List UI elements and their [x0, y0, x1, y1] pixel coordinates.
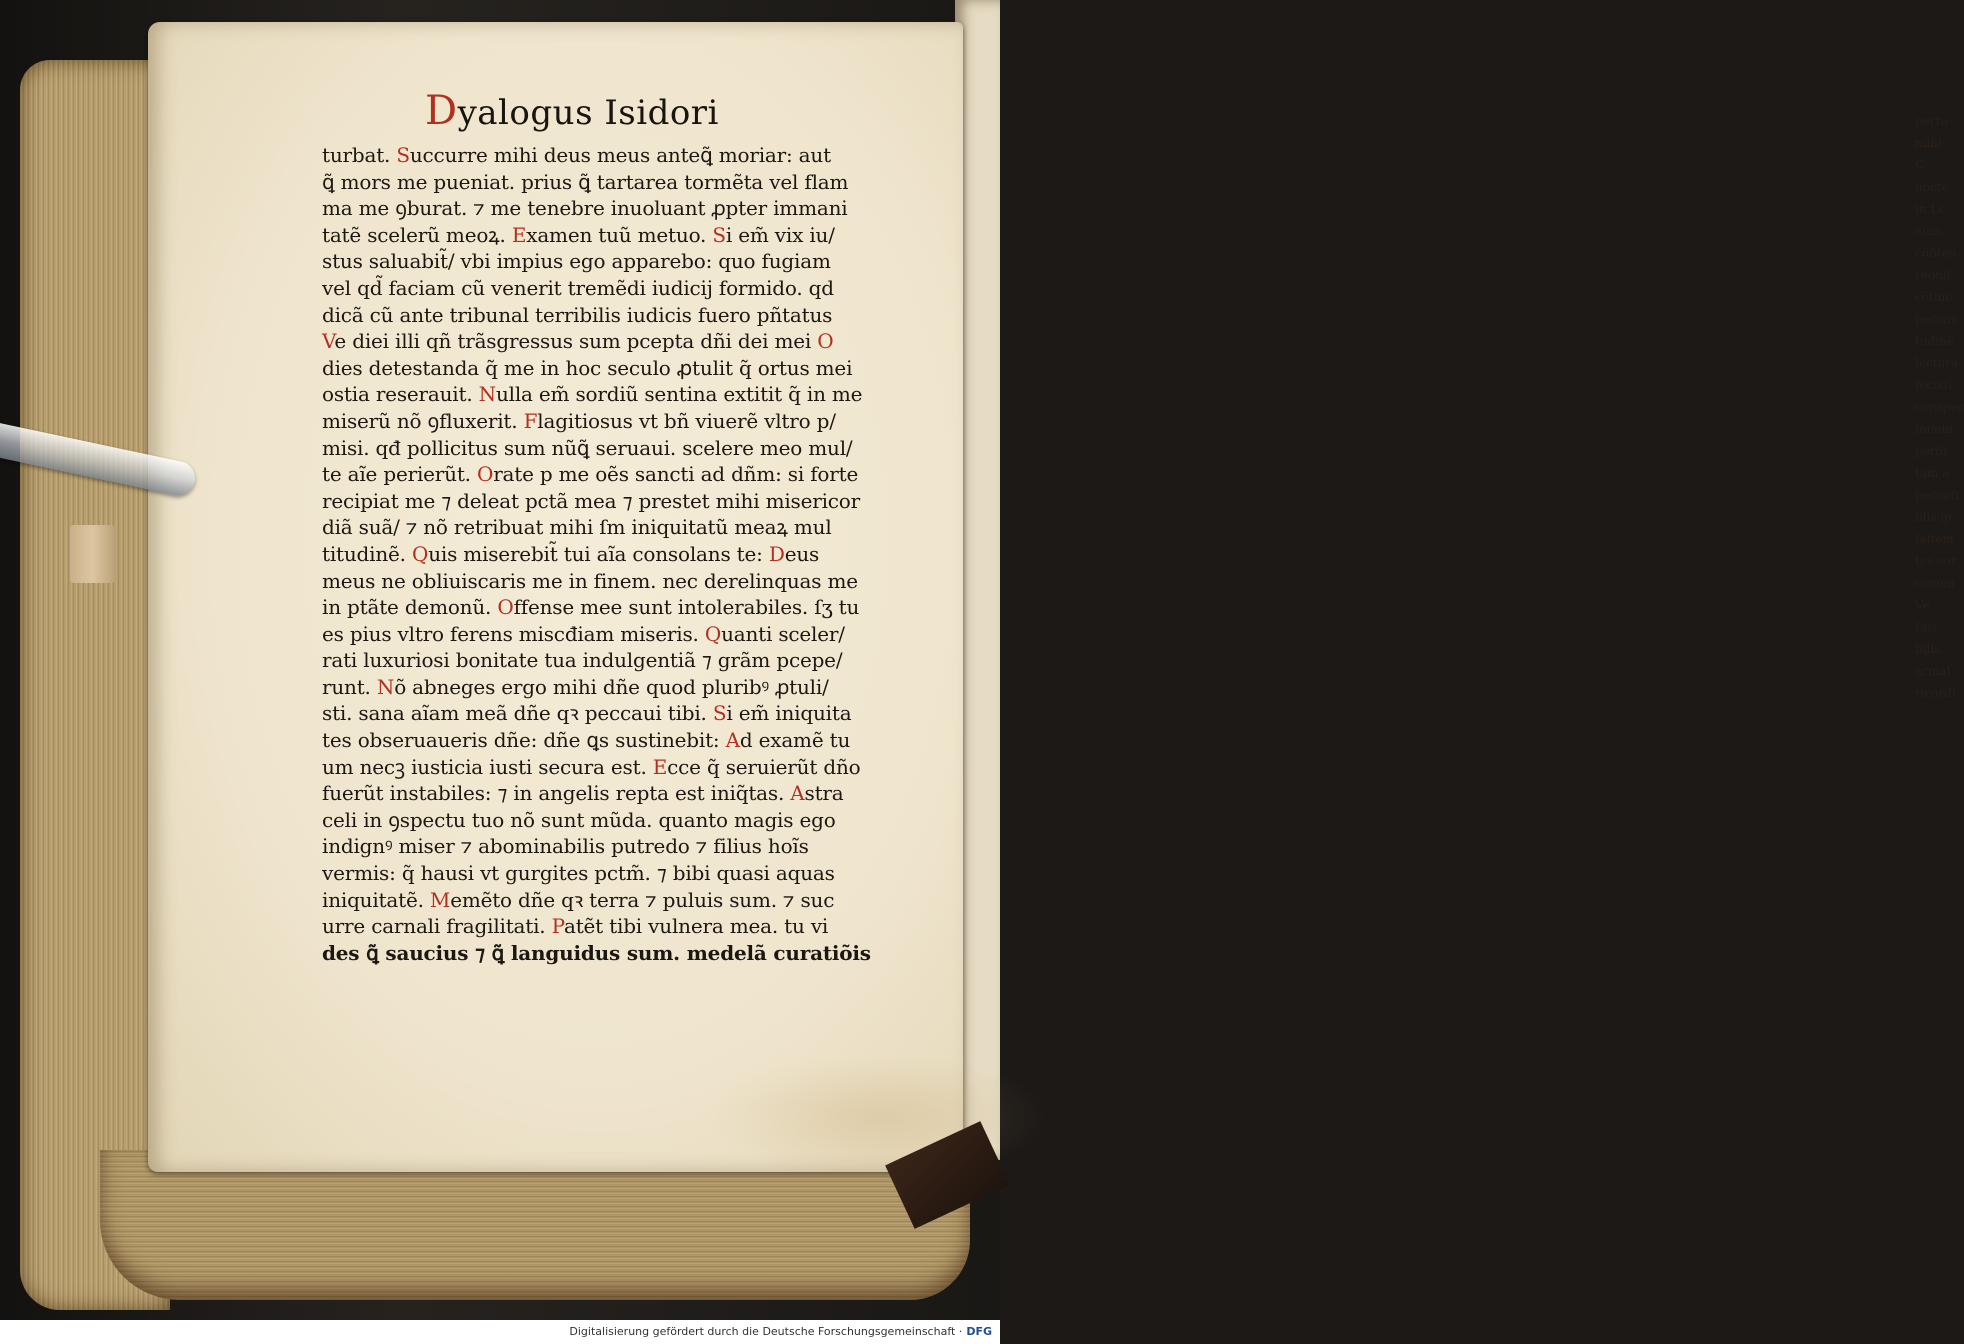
- text-run: indignꝰ miser ⁊ abominabilis putredo ⁊ filius hoĩs: [322, 834, 809, 859]
- text-run: urre carnali fragilitati.: [322, 914, 552, 939]
- rubricated-initial: S: [712, 701, 727, 726]
- text-run: fuerũt instabiles: ⁊ in angelis repta est iniq̃tas.: [322, 781, 791, 806]
- rubricated-initial: O: [476, 462, 494, 487]
- facing-page-line: fuis: [1915, 620, 1938, 634]
- facing-page-text: [1915, 110, 1964, 704]
- text-run: i em̃ vix iu/: [725, 222, 835, 247]
- text-line: [322, 169, 857, 196]
- facing-page-line: inueni: [1915, 422, 1953, 436]
- text-run: diã suã/ ⁊ nõ retribuat mihi ſm iniquitatũ meaꝝ mul: [322, 515, 832, 540]
- facing-page-line: tam a: [1915, 466, 1950, 480]
- facing-page-line: nocte: [1915, 180, 1949, 194]
- text-run: meus ne obliuiscaris me in finem. nec derelinquas me: [322, 568, 858, 593]
- text-run: vel qd̃ faciam cũ venerit tremẽdi iudicij formido. qd: [322, 275, 834, 300]
- text-line: [322, 727, 857, 754]
- facing-page-line: blis ip: [1915, 510, 1952, 524]
- rubricated-initial: Q: [704, 621, 722, 646]
- text-line: [322, 647, 857, 674]
- text-run: uccurre mihi deus meus anteꝗ̃ moriar: aut: [409, 143, 831, 167]
- facing-page-line: pertu: [1915, 114, 1949, 128]
- facing-page-line: fecisti: [1915, 378, 1952, 392]
- text-run: in ptãte demonũ.: [322, 595, 498, 620]
- text-line: [322, 408, 857, 435]
- facing-page-line: peccati: [1915, 488, 1960, 502]
- facing-page-line: cõfiteo: [1915, 246, 1957, 260]
- text-line: [322, 807, 857, 834]
- rubricated-initial: S: [712, 222, 726, 247]
- text-run: runt.: [322, 674, 377, 699]
- digitization-credit: [0, 1320, 1000, 1344]
- running-head: [425, 88, 785, 132]
- text-run: turbat.: [322, 143, 397, 167]
- text-line: [322, 195, 857, 222]
- text-run: titudinẽ.: [322, 541, 412, 566]
- text-column: [322, 142, 871, 966]
- facing-page-line: peccav: [1915, 312, 1958, 326]
- text-run: tes obseruaueris dñe: dñe ꝗs sustinebit:: [322, 728, 726, 753]
- text-line: [322, 568, 857, 595]
- bookmark-ribbon: [70, 525, 115, 583]
- text-line: [322, 275, 857, 302]
- text-line: [322, 488, 861, 515]
- facing-page-line: Ve: [1915, 598, 1930, 612]
- text-line: [322, 435, 857, 462]
- text-line: [322, 780, 857, 807]
- facing-page-line: perdi: [1915, 444, 1948, 458]
- rubricated-initial: N: [376, 674, 395, 699]
- text-run: te aĩe perierũt.: [322, 462, 477, 487]
- text-run: recipiat me ⁊ deleat pctã mea ⁊ prestet mihi misericor: [322, 488, 861, 513]
- facing-page-line: eius,: [1915, 224, 1944, 238]
- rubricated-initial: O: [817, 329, 834, 354]
- facing-page-line: tes cor: [1915, 554, 1957, 568]
- text-run: lagitiosus vt bñ viuerẽ vltro p/: [537, 408, 836, 433]
- text-run: ffense mee sunt intolerabiles. ſʒ tu: [513, 595, 860, 620]
- rubricated-initial: A: [725, 728, 740, 753]
- text-run: celi in ꝯspectu tuo nõ sunt mũda. quanto magis ego: [322, 807, 836, 832]
- text-run: des ꝗ̃ saucius ⁊ ꝗ̃ languidus sum. medelã curatiõis: [322, 940, 871, 965]
- rubricated-initial: O: [497, 595, 514, 620]
- facing-page-line: ricordi: [1915, 686, 1956, 700]
- text-run: stra: [804, 781, 844, 806]
- text-run: dies detestanda q̃ me in hoc seculo ꝓtulit q̃ ortus mei: [322, 355, 853, 380]
- text-line: [322, 913, 857, 940]
- text-run: eus: [784, 541, 820, 566]
- text-run: sti. sana aĩam meã dñe qꝛ peccaui tibi.: [322, 701, 713, 726]
- rubricated-initial: P: [551, 914, 564, 939]
- text-line: [322, 248, 857, 275]
- text-run: iniquitatẽ.: [322, 887, 430, 912]
- text-line: [322, 222, 857, 249]
- text-run: ma me ꝯburat. ⁊ me tenebre inuoluant ꝓpter immani: [322, 196, 848, 221]
- facing-page-line: mihi: [1915, 136, 1942, 150]
- rubricated-initial: S: [396, 143, 410, 167]
- facing-page-line: in Le: [1915, 202, 1946, 216]
- text-run: ostia reserauit.: [322, 382, 479, 407]
- rubricated-initial: E: [511, 222, 527, 247]
- facing-page-line: comen: [1915, 576, 1956, 590]
- text-run: i em̃ iniquita: [726, 701, 852, 726]
- text-line: [322, 328, 857, 355]
- facing-page-line: cõtinc: [1915, 290, 1953, 304]
- rubricated-initial: Q: [411, 541, 429, 566]
- text-run: rati luxuriosi bonitate tua indulgentiã ⁊ grãm pcepe/: [322, 648, 843, 673]
- facing-page-line: conspec: [1915, 400, 1964, 414]
- text-line: [322, 541, 857, 568]
- text-run: uanti sceler/: [721, 621, 845, 646]
- text-run: emẽto dñe qꝛ terra ⁊ puluis sum. ⁊ suc: [450, 887, 835, 912]
- running-head-text: yalogus Isidori: [457, 93, 719, 133]
- text-run: stus saluabit̃/ vbi impius ego apparebo: quo fugiam: [322, 249, 831, 274]
- text-run: miserũ nõ ꝯfluxerit.: [322, 408, 524, 433]
- facing-page-line: bilis.: [1915, 642, 1945, 656]
- text-line: [322, 674, 857, 701]
- rubricated-initial: M: [429, 887, 451, 912]
- text-line: [322, 594, 860, 621]
- facing-page-line: lectura: [1915, 356, 1959, 370]
- facing-page-line: faltem: [1915, 532, 1954, 546]
- text-run: ulla em̃ sordiũ sentina extitit q̃ in me: [495, 382, 863, 407]
- text-run: atẽt tibi vulnera mea. tu vi: [563, 914, 829, 939]
- facing-page-line: C: [1915, 158, 1925, 172]
- rubricated-initial: N: [478, 382, 496, 407]
- text-run: ꝗ̃ mors me pueniat. prius ꝗ̃ tartarea tormẽta vel flam: [322, 169, 849, 194]
- text-run: vermis: q̃ hausi vt gurgites pctm̃. ⁊ bibi quasi aquas: [322, 861, 835, 886]
- rubricated-initial: A: [790, 781, 805, 806]
- facing-page-line: armat: [1915, 664, 1952, 678]
- rubricated-initial: V: [322, 329, 335, 354]
- text-line: [322, 940, 871, 967]
- text-run: e diei illi qñ trãsgressus sum pcepta dñi dei mei: [334, 329, 818, 354]
- credit-text: Digitalisierung gefördert durch die Deutsche Forschungsgemeinschaft ·: [569, 1325, 963, 1338]
- text-line: [322, 142, 857, 169]
- text-run: xamen tuũ metuo.: [526, 222, 713, 247]
- facing-page-line: tudinẽ: [1915, 334, 1954, 348]
- facing-page-line: reonli: [1915, 268, 1951, 282]
- text-run: misi. qđ pollicitus sum nũꝗ̃ seruaui. scelere meo mul/: [322, 435, 853, 460]
- rubricated-initial: F: [523, 408, 538, 433]
- text-line: [322, 621, 857, 648]
- text-run: cce q̃ seruierũt dño: [667, 754, 861, 779]
- text-line: [322, 887, 857, 914]
- text-run: õ abneges ergo mihi dñe quod pluribꝰ ꝓtuli/: [394, 674, 829, 699]
- text-run: dicã cũ ante tribunal terribilis iudicis fuero pñtatus: [322, 302, 833, 327]
- text-line: [322, 833, 857, 860]
- text-line: [322, 381, 863, 408]
- text-line: [322, 461, 857, 488]
- text-line: [322, 514, 857, 541]
- dfg-logo: DFG: [966, 1325, 992, 1338]
- text-line: [322, 302, 857, 329]
- text-line: [322, 860, 857, 887]
- text-run: uis miserebit̃ tui aĩa consolans te:: [428, 541, 769, 566]
- text-run: tatẽ scelerũ meoꝝ.: [322, 222, 512, 247]
- text-run: d examẽ tu: [739, 728, 851, 753]
- text-run: um necꝫ iusticia iusti secura est.: [322, 754, 653, 779]
- text-run: es pius vltro ferens miscđiam miseris.: [322, 621, 705, 646]
- text-line: [322, 754, 861, 781]
- rubricated-initial: D: [768, 541, 785, 566]
- rubricated-initial: D: [425, 88, 458, 134]
- text-line: [322, 355, 857, 382]
- rubricated-initial: E: [652, 754, 668, 779]
- text-line: [322, 700, 857, 727]
- text-run: rate p me oẽs sancti ad dñm: si forte: [493, 462, 859, 487]
